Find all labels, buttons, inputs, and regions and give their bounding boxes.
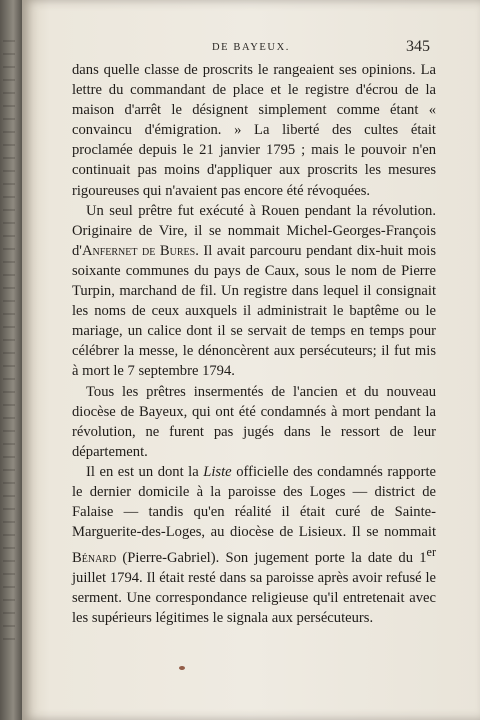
paragraph-2-text-a: Un seul prêtre fut exécuté à Rouen pendant la révolution. Originaire de Vire, il se nommait Michel-Georges-François d' [72,202,436,259]
paragraph-4-text-b: officielle des condamnés rapporte le dernier domicile à la paroisse des Loges — district de Falaise — tandis qu'en réalité il était curé de Sainte-Marguerite-des-Loges, au diocèse de Lisieux. Il se nommait [72,463,436,541]
facing-page-text-fragments [3,40,15,640]
paragraph-3-text: Tous les prêtres insermentés de l'ancien et du nouveau diocèse de Bayeux, qui ont été condamnés à mort pendant la révolution, ne furent pas jugés dans le ressort de leur département. [72,383,436,460]
superscript-er: er [426,545,436,560]
paragraph-2 [72,201,436,382]
page-header [22,40,480,60]
name-benard: Bénard [72,550,117,567]
book-page [22,0,480,720]
paragraph-1-text: dans quelle classe de proscrits le rangeaient ses opinions. La lettre du commandant de place et le registre d'écrou de la maison d'arrêt le désignent simplement comme étant « convaincu d'émigration. » La liberté des cultes était proclamée depuis le 21 janvier 1795 ; mais le pouvoir n'en continuait pas moins d'appliquer aux proscrits les mesures rigoureuses qui n'avaient pas encore été révoquées. [72,62,436,199]
body-text [72,60,436,628]
name-anfernet-de-bures: Anfernet de Bures [81,242,196,259]
page-number: 345 [406,38,430,55]
paragraph-4-text-d: juillet 1794. Il était resté dans sa paroisse après avoir refusé le serment. Une correspondance religieuse qu'il entretenait avec les supérieurs légitimes le signala aux persécuteurs. [72,570,436,627]
running-title: DE BAYEUX. [211,42,291,53]
paragraph-2-text-b: . Il avait parcouru pendant dix-huit mois soixante communes du pays de Caux, sous le nom de Pierre Turpin, marchand de fil. Un registre dans lequel il consignait les noms de ceux auxquels il administrait le baptême ou le mariage, un calice dont il se servait de temps en temps pour célébrer la messe, le dénoncèrent aux persécuteurs; il fut mis à mort le 7 septembre 1794. [72,242,436,380]
paragraph-4-text-a: Il en est un dont la [86,463,204,480]
ink-stain [179,666,185,670]
paragraph-1 [72,60,436,201]
italic-liste: Liste [203,463,232,480]
paragraph-4 [72,462,436,629]
facing-page-edge [0,0,24,720]
paragraph-4-text-c: (Pierre-Gabriel). Son jugement porte la date du 1 [116,550,427,567]
paragraph-3 [72,382,436,462]
